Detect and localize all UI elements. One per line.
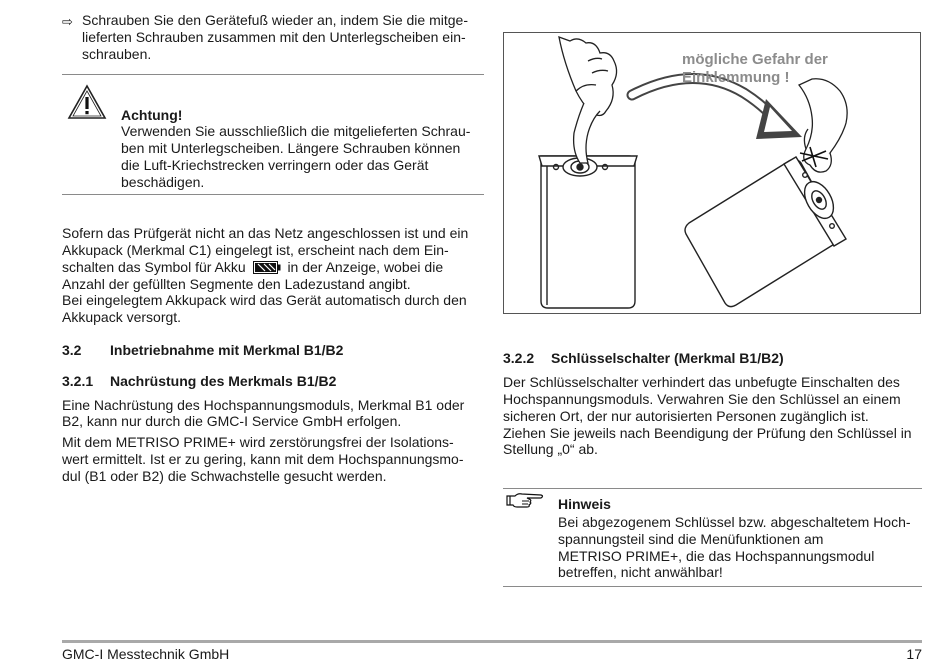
warning-title: Achtung! — [121, 107, 183, 123]
footer-rule — [62, 640, 922, 643]
device-tilted — [685, 157, 846, 307]
battery-icon — [253, 261, 281, 274]
pointing-hand-icon — [505, 492, 545, 508]
warning-bottom-rule — [62, 194, 484, 195]
hand-left — [559, 37, 617, 163]
warning-triangle-icon — [67, 84, 107, 120]
key-switch-illustration — [504, 33, 920, 313]
note-top-rule — [503, 488, 922, 489]
figure-caption-line-2: Einklemmung ! — [682, 69, 790, 86]
section-3-2-1-number: 3.2.1 — [62, 373, 94, 389]
footer-company: GMC-I Messtechnik GmbH — [62, 646, 230, 662]
section-3-2-title: Inbetriebnahme mit Merkmal B1/B2 — [110, 342, 344, 358]
section-3-2-1-title: Nachrüstung des Merkmals B1/B2 — [110, 373, 337, 389]
device-upright — [539, 156, 637, 308]
rotation-arrow — [632, 78, 802, 139]
note-bottom-rule — [503, 586, 922, 587]
section-3-2-number: 3.2 — [62, 342, 82, 358]
page-number: 17 — [906, 646, 922, 662]
figure-caption-line-1: mögliche Gefahr der — [682, 51, 828, 68]
note-title: Hinweis — [558, 496, 611, 512]
step-arrow-icon: ⇨ — [62, 14, 73, 29]
warning-top-rule — [62, 74, 484, 75]
section-3-2-2-title: Schlüsselschalter (Merkmal B1/B2) — [551, 350, 784, 366]
section-3-2-2-number: 3.2.2 — [503, 350, 535, 366]
key-switch-figure — [503, 32, 921, 314]
